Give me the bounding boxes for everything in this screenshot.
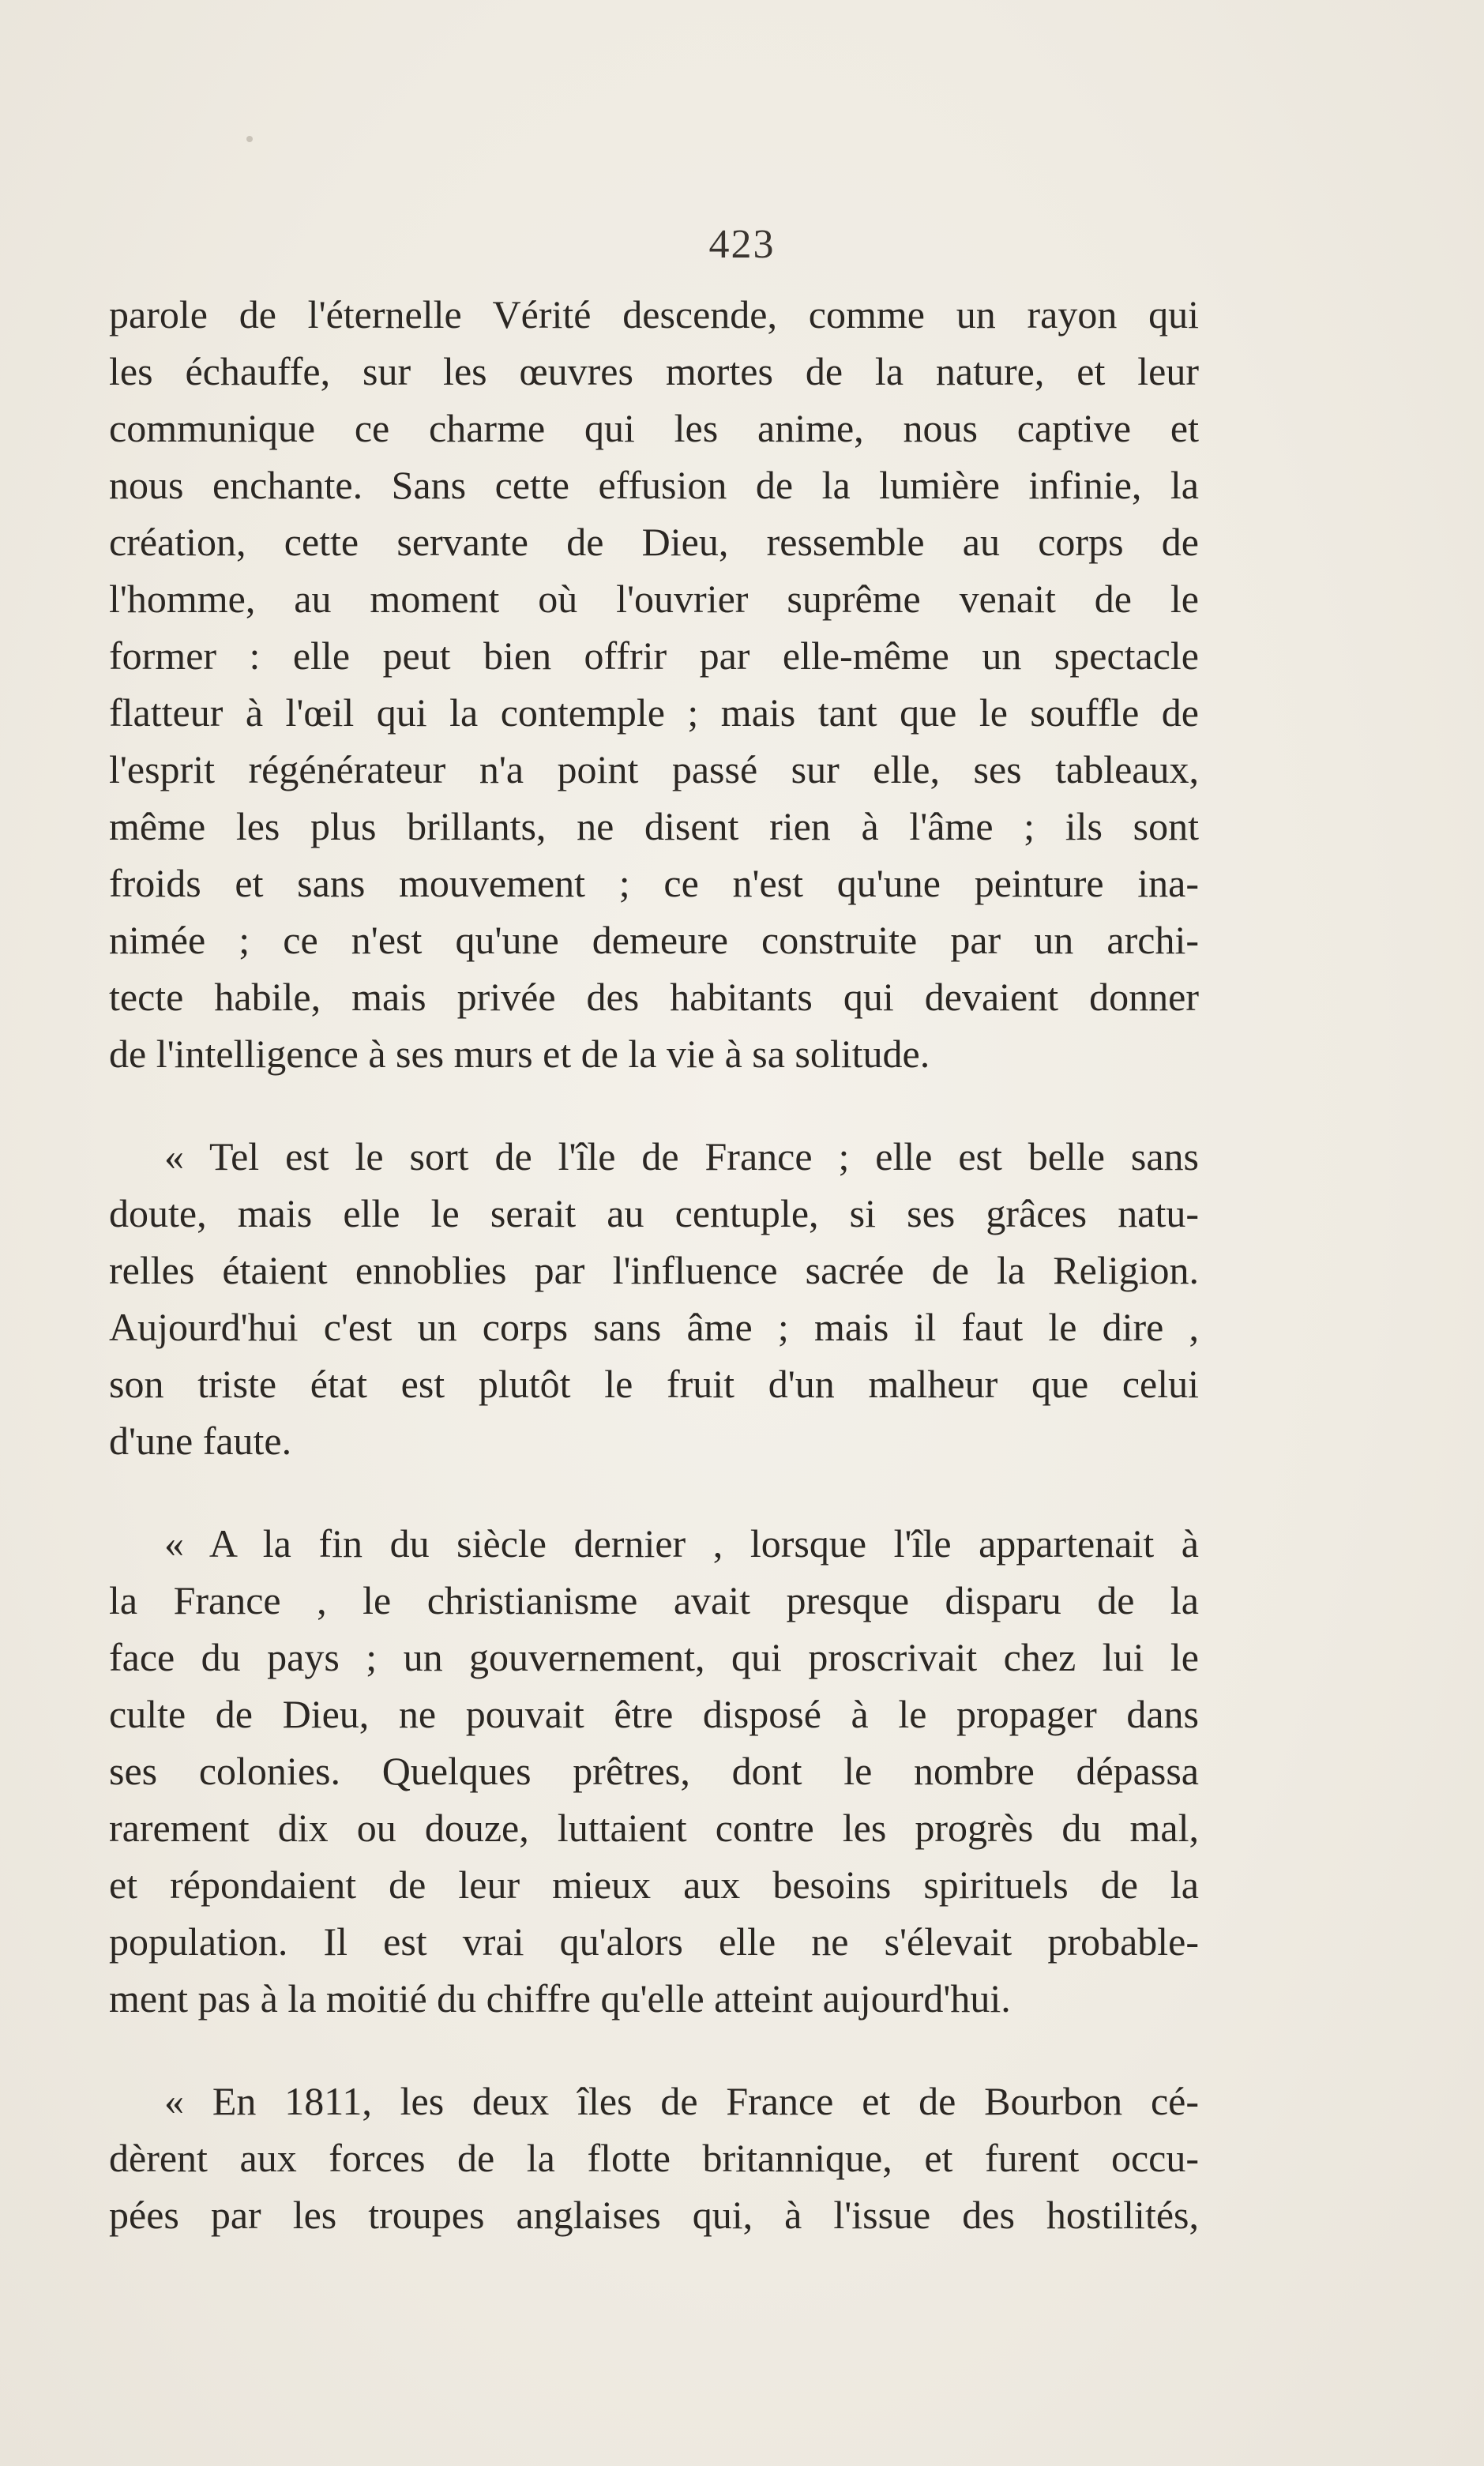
paragraph-2 xyxy=(109,1128,1199,1469)
text-line: parole de l'éternelle Vérité descende, comme un rayon qui xyxy=(109,292,1199,336)
text-line: ment pas à la moitié du chiffre qu'elle atteint aujourd'hui. xyxy=(109,1976,1011,2021)
text-line: flatteur à l'œil qui la contemple ; mais tant que le souffle de xyxy=(109,690,1199,735)
paper-spot xyxy=(246,136,253,142)
page-number: 423 xyxy=(708,222,776,267)
text-line: doute, mais elle le serait au centuple, si ses grâces natu- xyxy=(109,1191,1199,1235)
text-line: relles étaient ennoblies par l'influence sacrée de la Religion. xyxy=(109,1248,1199,1292)
text-line: former : elle peut bien offrir par elle-même un spectacle xyxy=(109,633,1199,678)
text-line: rarement dix ou douze, luttaient contre les progrès du mal, xyxy=(109,1806,1199,1850)
text-line: la France , le christianisme avait presque disparu de la xyxy=(109,1578,1199,1622)
paragraph-3 xyxy=(109,1515,1199,2027)
text-line: l'esprit régénérateur n'a point passé sur elle, ses tableaux, xyxy=(109,747,1199,791)
text-line: d'une faute. xyxy=(109,1419,292,1463)
text-line: même les plus brillants, ne disent rien à l'âme ; ils sont xyxy=(109,804,1199,848)
text-line: population. Il est vrai qu'alors elle ne s'élevait probable- xyxy=(109,1919,1199,1964)
text-line: tecte habile, mais privée des habitants qui devaient donner xyxy=(109,975,1199,1019)
text-line: de l'intelligence à ses murs et de la vie à sa solitude. xyxy=(109,1032,930,1076)
text-line: Aujourd'hui c'est un corps sans âme ; mais il faut le dire , xyxy=(109,1305,1199,1349)
text-line: « Tel est le sort de l'île de France ; elle est belle sans xyxy=(164,1134,1199,1178)
text-line: son triste état est plutôt le fruit d'un malheur que celui xyxy=(109,1362,1199,1406)
text-line: et répondaient de leur mieux aux besoins spirituels de la xyxy=(109,1863,1199,1907)
text-line: l'homme, au moment où l'ouvrier suprême venait de le xyxy=(109,577,1199,621)
paragraph-gap xyxy=(109,1082,1199,1128)
text-line: création, cette servante de Dieu, ressemble au corps de xyxy=(109,520,1199,564)
text-line: froids et sans mouvement ; ce n'est qu'une peinture ina- xyxy=(109,861,1199,905)
paragraph-4 xyxy=(109,2073,1199,2243)
text-line: pées par les troupes anglaises qui, à l'issue des hostilités, xyxy=(109,2193,1199,2237)
text-line: ses colonies. Quelques prêtres, dont le nombre dépassa xyxy=(109,1749,1199,1793)
text-line: face du pays ; un gouvernement, qui proscrivait chez lui le xyxy=(109,1635,1199,1679)
paragraph-gap xyxy=(109,2027,1199,2073)
text-line: les échauffe, sur les œuvres mortes de la nature, et leur xyxy=(109,349,1199,393)
text-line: « A la fin du siècle dernier , lorsque l'île appartenait à xyxy=(164,1521,1199,1566)
text-line: dèrent aux forces de la flotte britannique, et furent occu- xyxy=(109,2136,1199,2180)
text-line: communique ce charme qui les anime, nous captive et xyxy=(109,406,1199,450)
text-line: nous enchante. Sans cette effusion de la lumière infinie, la xyxy=(109,463,1199,507)
paragraph-1 xyxy=(109,286,1199,1082)
paragraph-gap xyxy=(109,1469,1199,1515)
text-line: nimée ; ce n'est qu'une demeure construite par un archi- xyxy=(109,918,1199,962)
body-text xyxy=(109,286,1199,2243)
text-line: culte de Dieu, ne pouvait être disposé à le propager dans xyxy=(109,1692,1199,1736)
text-line: « En 1811, les deux îles de France et de Bourbon cé- xyxy=(164,2079,1199,2123)
